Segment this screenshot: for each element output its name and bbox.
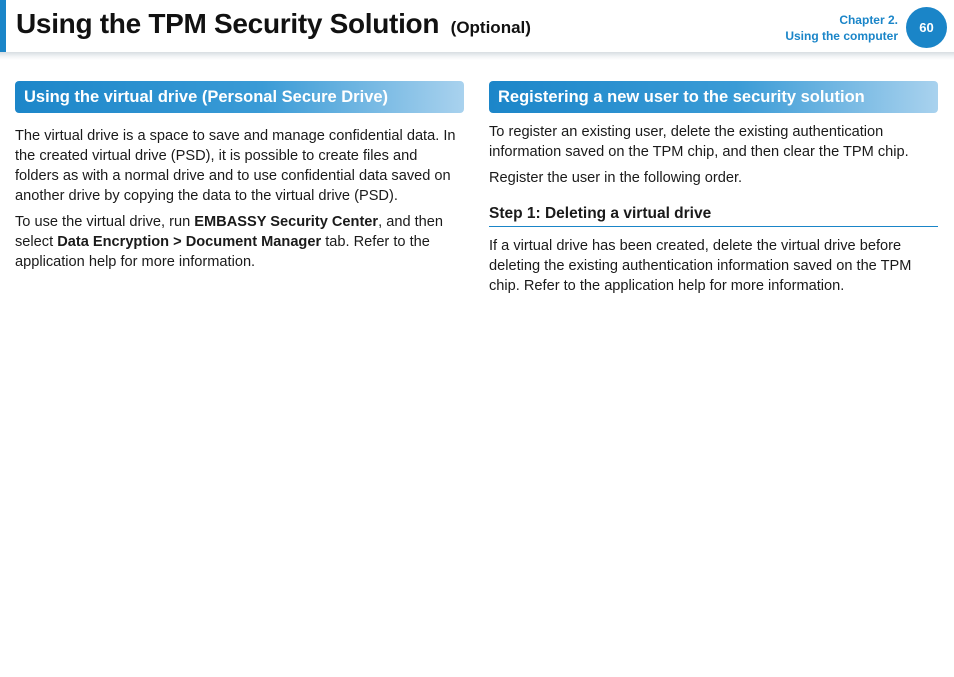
left-column xyxy=(15,81,464,272)
register-user-description: To register an existing user, delete the existing authentication information saved on the TPM chip, and then clear the TPM chip. xyxy=(489,124,909,160)
page-number-badge: 60 xyxy=(906,7,947,48)
virtual-drive-description: The virtual drive is a space to save and manage confidential data. In the created virtual drive (PSD), it is possible to create files and folders as with a normal drive and to use confidential data saved on another drive by copying the data to the virtual drive (PSD). xyxy=(15,128,456,204)
page-title-text: Using the TPM Security Solution xyxy=(16,8,440,39)
embassy-security-center-label: EMBASSY Security Center xyxy=(194,214,379,230)
virtual-drive-instructions xyxy=(15,212,464,272)
instruction-text: tab. Refer to the application help for more information. xyxy=(15,234,430,270)
instruction-text: , and then select xyxy=(15,214,444,250)
chapter-number: Chapter 2. xyxy=(839,13,898,27)
chapter-label xyxy=(785,12,898,44)
register-order-note: Register the user in the following order. xyxy=(489,170,743,186)
step-1-description: If a virtual drive has been created, delete the virtual drive before deleting the existing authentication information saved on the TPM chip. Refer to the application help for more information. xyxy=(489,238,912,294)
section-heading-virtual-drive: Using the virtual drive (Personal Secure Drive) xyxy=(15,81,464,113)
step-1-heading: Step 1: Deleting a virtual drive xyxy=(489,205,938,227)
document-manager-path-label: Data Encryption > Document Manager xyxy=(57,234,322,250)
page-title xyxy=(16,8,531,40)
chapter-title: Using the computer xyxy=(785,29,898,43)
instruction-text: To use the virtual drive, run xyxy=(15,214,195,230)
header-accent-bar xyxy=(0,0,6,52)
right-column xyxy=(489,81,938,296)
header-divider xyxy=(0,52,954,60)
page-title-suffix: (Optional) xyxy=(450,18,531,37)
section-heading-register-user: Registering a new user to the security solution xyxy=(489,81,938,113)
